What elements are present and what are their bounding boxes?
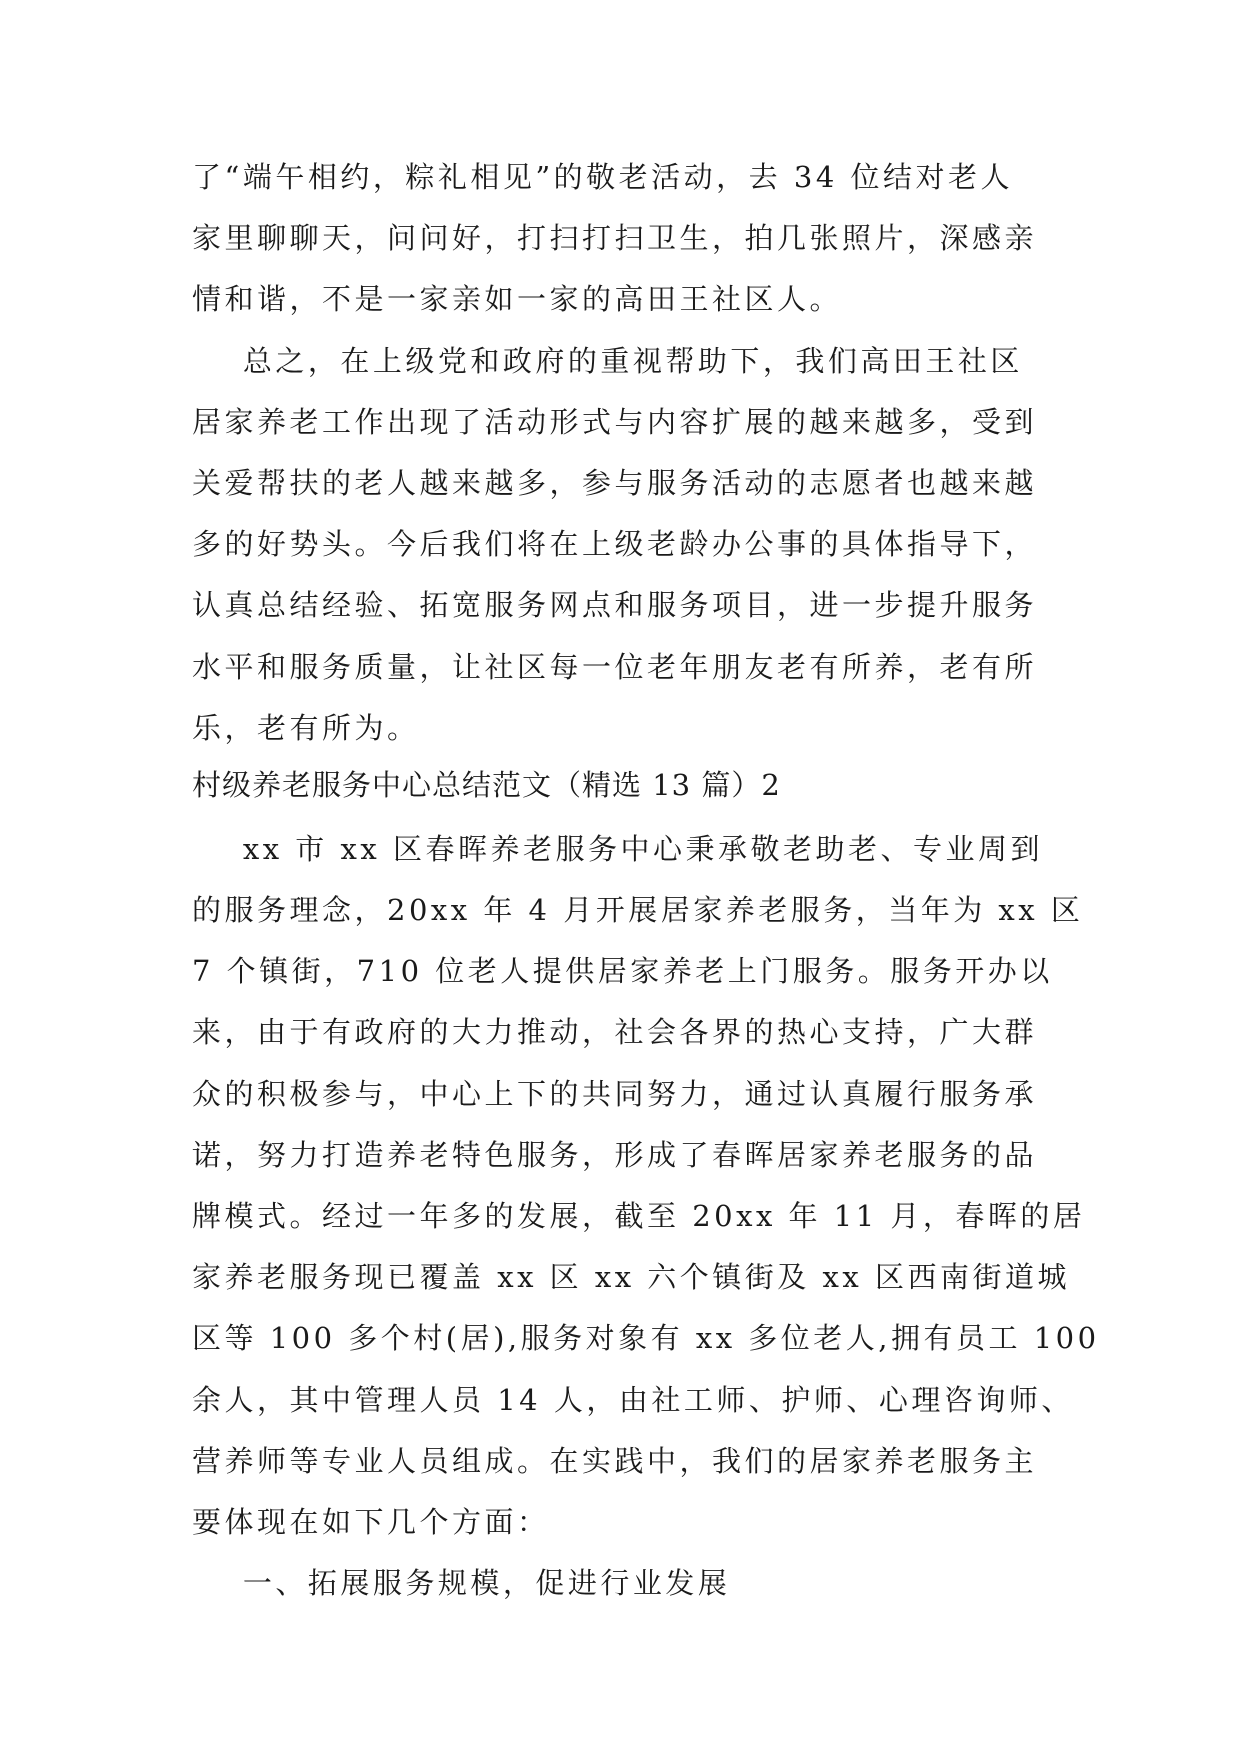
text-line: 总之，在上级党和政府的重视帮助下，我们高田王社区 (192, 343, 1023, 378)
text-line: 居家养老工作出现了活动形式与内容扩展的越来越多，受到 (192, 404, 1038, 439)
text-line: 的服务理念，20xx 年 4 月开展居家养老服务，当年为 xx 区 (192, 893, 1084, 928)
text-line: 了“端午相约，粽礼相见”的敬老活动，去 34 位结对老人 (192, 160, 1013, 194)
text-line: 7 个镇街，710 位老人提供居家养老上门服务。服务开办以 (192, 954, 1053, 989)
text-line: 众的积极参与，中心上下的共同努力，通过认真履行服务承 (192, 1076, 1038, 1111)
paragraph-summary (192, 331, 1060, 759)
document-body (192, 147, 1100, 1614)
text-line: 乐，老有所为。 (192, 710, 420, 745)
spacer (192, 811, 1060, 819)
text-line: 诺，努力打造养老特色服务，形成了春晖居家养老服务的品 (192, 1137, 1038, 1172)
text-line: 关爱帮扶的老人越来越多，参与服务活动的志愿者也越来越 (192, 465, 1038, 500)
text-line: 区等 100 多个村(居),服务对象有 xx 多位老人,拥有员工 100 (192, 1321, 1100, 1356)
subheading: 一、拓展服务规模，促进行业发展 (192, 1566, 731, 1601)
paragraph-community-dragon-boat (192, 147, 1060, 331)
text-line: 家养老服务现已覆盖 xx 区 xx 六个镇街及 xx 区西南街道城 (192, 1260, 1070, 1295)
text-line: 水平和服务质量，让社区每一位老年朋友老有所养，老有所 (192, 649, 1038, 684)
text-line: 余人，其中管理人员 14 人，由社工师、护师、心理咨询师、 (192, 1382, 1074, 1417)
text-line: 情和谐，不是一家亲如一家的高田王社区人。 (192, 282, 843, 317)
text-line: 来，由于有政府的大力推动，社会各界的热心支持，广大群 (192, 1015, 1038, 1050)
section-heading: 村级养老服务中心总结范文（精选 13 篇）2 (192, 767, 781, 802)
text-line: 家里聊聊天，问问好，打扫打扫卫生，拍几张照片，深感亲 (192, 221, 1038, 256)
text-line: xx 市 xx 区春晖养老服务中心秉承敬老助老、专业周到 (192, 831, 1043, 866)
text-line: 营养师等专业人员组成。在实践中，我们的居家养老服务主 (192, 1443, 1038, 1478)
text-line: 要体现在如下几个方面： (192, 1504, 550, 1539)
text-line: 多的好势头。今后我们将在上级老龄办公事的具体指导下， (192, 527, 1038, 562)
text-line: 认真总结经验、拓宽服务网点和服务项目，进一步提升服务 (192, 588, 1038, 623)
paragraph-chunhui-center (192, 819, 1100, 1553)
text-line: 牌模式。经过一年多的发展，截至 20xx 年 11 月，春晖的居 (192, 1199, 1086, 1233)
